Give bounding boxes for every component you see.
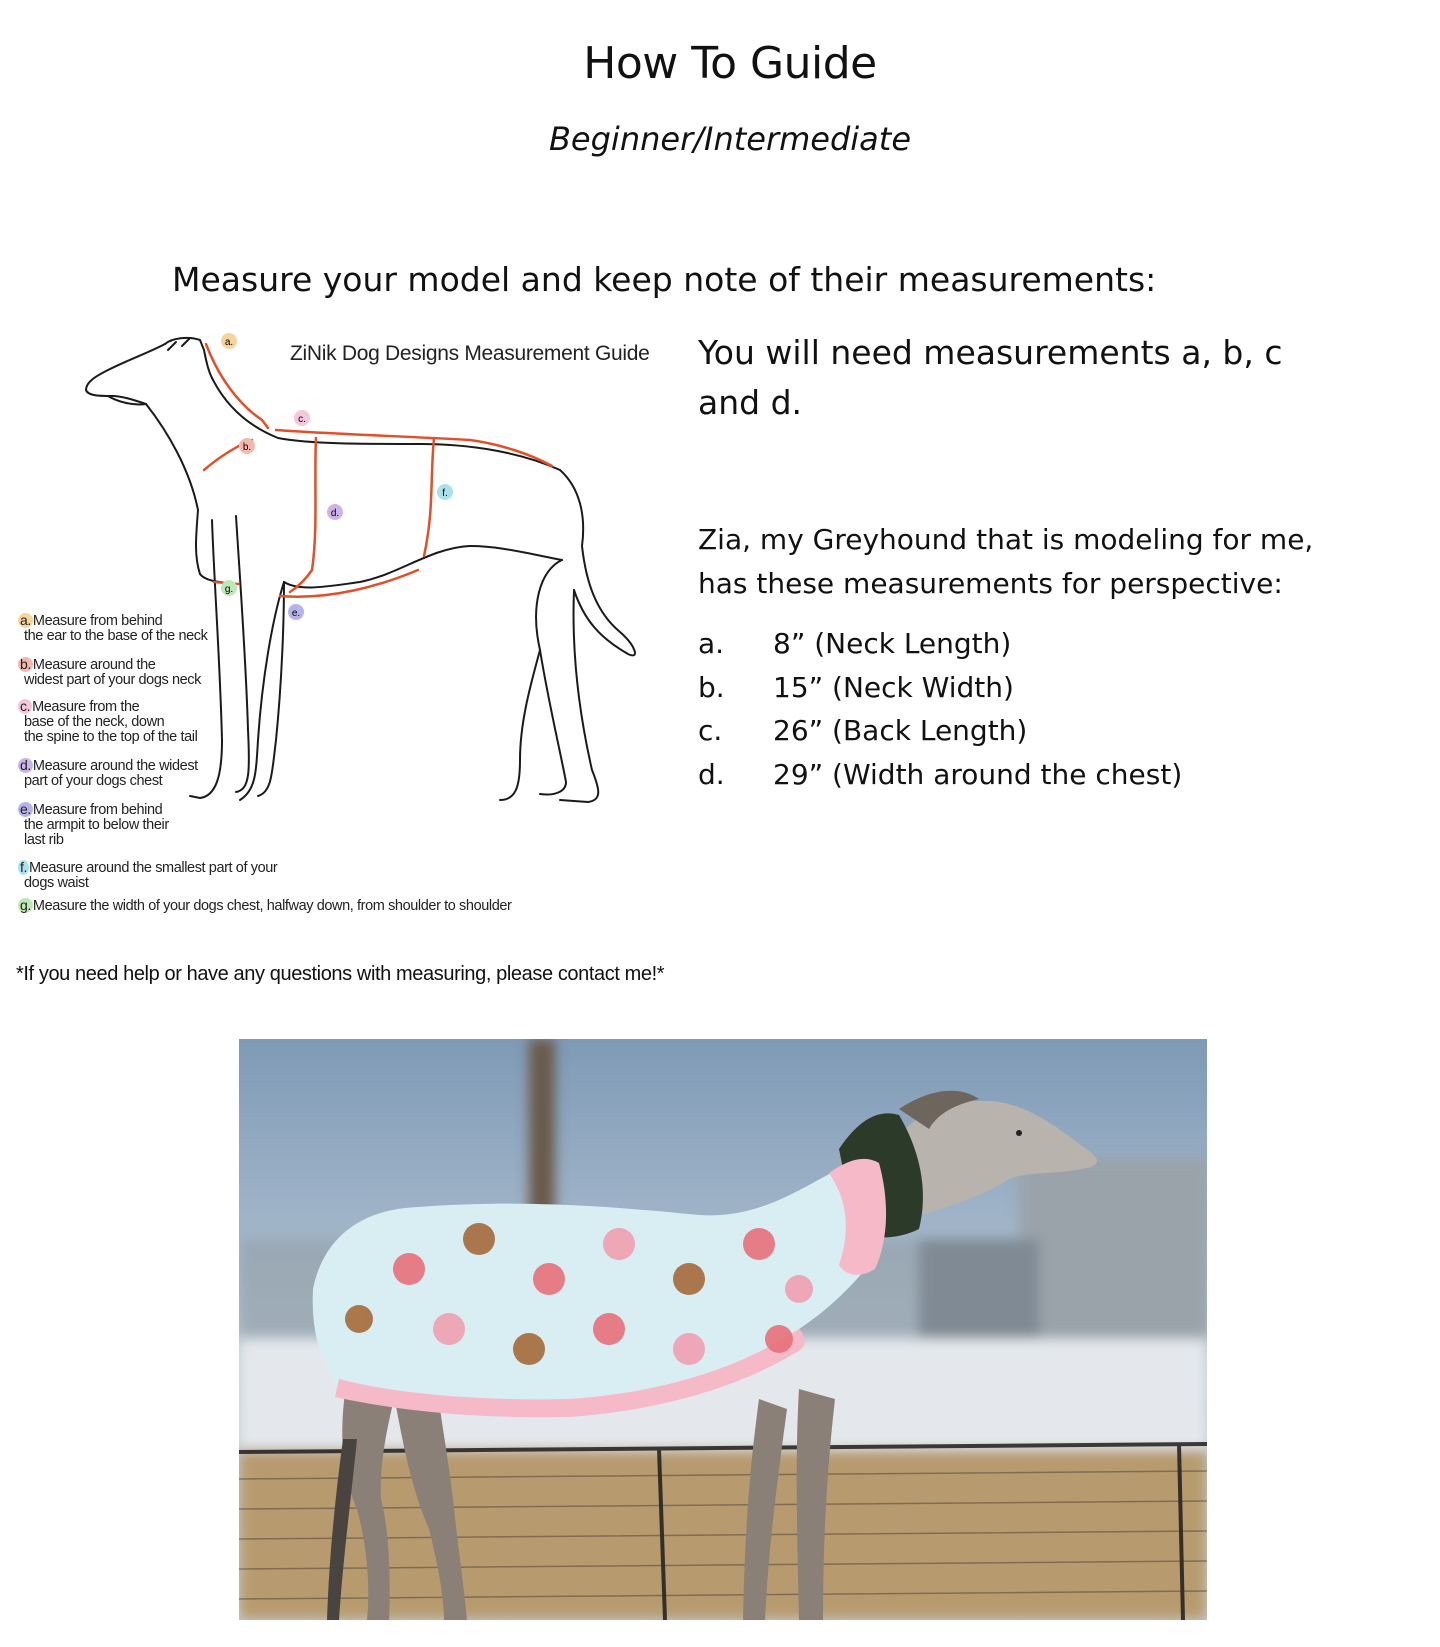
measurement-row-c <box>698 709 1182 753</box>
legend-text: Measure from behind <box>32 802 163 818</box>
legend-item-d <box>18 758 198 789</box>
measurement-value: 26” (Back Length) <box>773 714 1028 747</box>
svg-text:c.: c. <box>298 414 306 425</box>
legend-item-b <box>18 657 201 688</box>
measurement-value: 8” (Neck Length) <box>773 627 1012 660</box>
legend-item-f <box>18 860 277 891</box>
legend-item-e <box>18 802 169 848</box>
legend-text: part of your dogs chest <box>24 773 163 789</box>
legend-item-g <box>18 898 511 914</box>
greyhound-photo <box>239 1039 1207 1620</box>
measurement-row-a <box>698 622 1182 666</box>
legend-text: the armpit to below their <box>24 817 169 833</box>
legend-text: last rib <box>24 832 64 848</box>
legend-text: the ear to the base of the neck <box>24 628 208 644</box>
legend-text: the spine to the top of the tail <box>24 729 198 745</box>
measurement-lines <box>204 344 552 597</box>
svg-text:a.: a. <box>224 337 234 348</box>
measurement-label: b. <box>698 670 725 704</box>
legend-item-c <box>18 699 197 745</box>
legend-badge-c: c. <box>20 698 31 714</box>
diagram-markers <box>221 333 453 620</box>
section-heading: Measure your model and keep note of their measurements: <box>172 260 1157 299</box>
svg-text:d.: d. <box>330 508 340 519</box>
page-title: How To Guide <box>583 38 877 89</box>
legend-text: widest part of your dogs neck <box>24 672 201 688</box>
measurement-list <box>698 622 1182 796</box>
legend-badge-d: d. <box>20 757 31 773</box>
legend-text: Measure the width of your dogs chest, halfway down, from shoulder to shoulder <box>32 898 512 914</box>
legend-text: base of the neck, down <box>24 714 165 730</box>
legend-badge-e: e. <box>20 801 31 817</box>
diagram-title: ZiNik Dog Designs Measurement Guide <box>290 342 650 365</box>
measurement-row-d <box>698 753 1182 797</box>
measurement-value: 15” (Neck Width) <box>773 670 1014 704</box>
model-intro-text: Zia, my Greyhound that is modeling for me, has these measurements for perspective: <box>698 523 1314 600</box>
legend-badge-b: b. <box>20 656 31 672</box>
needed-measurements-text: You will need measurements a, b, c and d. <box>698 333 1283 422</box>
legend-badge-f: f. <box>20 859 27 875</box>
legend-text: Measure around the smallest part of your <box>28 860 278 876</box>
legend-text: Measure from the <box>32 699 140 715</box>
legend-item-a <box>18 613 208 644</box>
measurement-label: c. <box>698 714 723 747</box>
legend-badge-g: g. <box>20 897 31 913</box>
legend-text: Measure around the widest <box>32 758 198 774</box>
help-note: *If you need help or have any questions with measuring, please contact me!* <box>16 963 665 985</box>
legend-text: Measure from behind <box>32 613 163 629</box>
legend-text: dogs waist <box>24 875 89 891</box>
measurement-value: 29” (Width around the chest) <box>773 757 1183 791</box>
svg-text:b.: b. <box>242 442 252 453</box>
measurement-label: d. <box>698 757 725 791</box>
legend-badge-a: a. <box>20 612 31 628</box>
measurement-row-b <box>698 666 1182 710</box>
measurement-label: a. <box>698 627 725 660</box>
svg-text:f.: f. <box>442 488 448 499</box>
svg-text:g.: g. <box>224 584 234 595</box>
page-subtitle: Beginner/Intermediate <box>548 120 912 158</box>
svg-text:e.: e. <box>291 608 301 619</box>
legend-text: Measure around the <box>32 657 156 673</box>
